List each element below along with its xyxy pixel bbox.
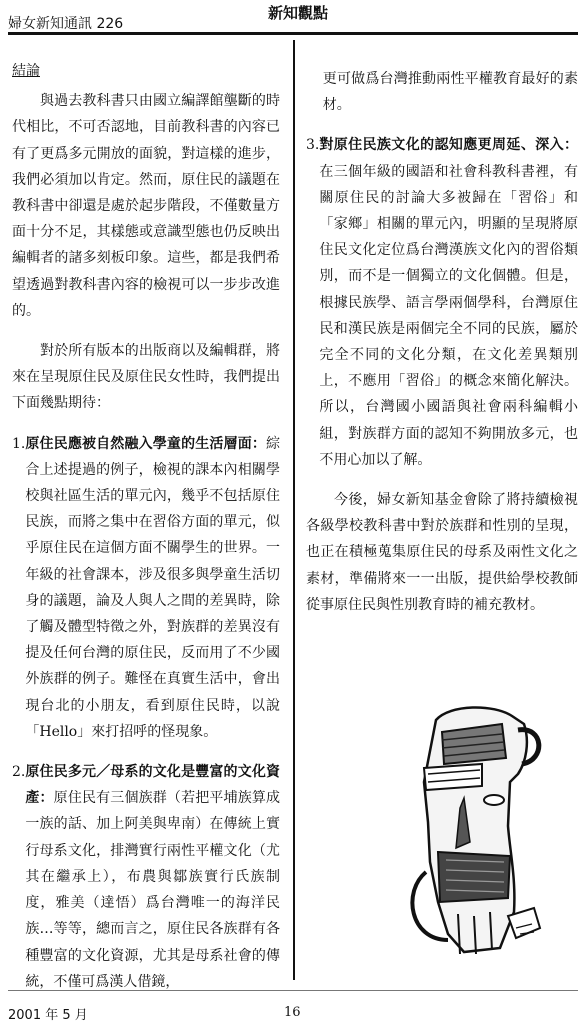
section-title: 新知觀點 [268,4,329,22]
issue-date: 2001 年 5 月 [8,1008,88,1023]
header-rule [8,32,578,35]
item-text: 綜合上述提過的例子，檢視的課本內相關學校與社區生活的單元內，幾乎不包括原住民族，而將之集中在習俗方面的單元，似乎原住民在這個方面不關學生的世界。一年級的社會課本，涉及很多與學童生活切身的議題，論及人與人之間的差異時，除了觸及體型特徵之外，對族群的差異沒有提及任何台灣的原住民，反而用了不少國外族群的例子。難怪在真實生活中，會出現台北的小朋友，看到原住民時，以說「Hello」來打招呼的怪現象。 [25,435,280,740]
expectation-item-3 [306,132,578,473]
conclusion-paragraph-1: 與過去教科書只由國立編譯館壟斷的時代相比，不可否認地，目前教科書的內容已有了更爲多元開放的面貌，對這樣的進步，我們必須加以肯定。然而，原住民的議題在教科書中卻還是處於起步階段，不僅數量方面十分不足，其樣態或意識型態也仍反映出編輯者的諸多刻板印象。這些，都是我們希望透過對教科書內容的檢視可以一步步改進的。 [12,93,280,319]
conclusion-paragraph-2: 對於所有版本的出版商以及編輯群，將來在呈現原住民及原住民女性時，我們提出下面幾點期待： [12,343,280,412]
left-column [12,58,280,995]
item-title: 原住民多元／母系的文化是豐富的文化資產： [25,764,280,807]
conclusion-heading: 結論 [12,63,40,79]
item-number: 2. [12,764,26,781]
column-divider [293,40,295,980]
closing-paragraph: 今後，婦女新知基金會除了將持續檢視各級學校教科書中對於族群和性別的呈現，也正在積極蒐集原住民的母系及兩性文化之素材，準備將來一一出版，提供給學校教師從事原住民與性別教育時的補充教材。 [306,492,578,613]
item-2-continuation: 更可做爲台灣推動兩性平權教育最好的素材。 [322,71,578,114]
right-column [306,66,578,618]
item-body [25,431,280,745]
abstract-face-illustration-icon [398,702,548,962]
page-header [0,0,586,38]
expectation-item-2 [12,759,280,995]
item-number: 3. [306,137,320,154]
item-number: 1. [12,435,26,452]
item-body [25,759,280,995]
item-title: 原住民應被自然融入學童的生活層面： [25,435,266,452]
item-title: 對原住民族文化的認知應更周延、深入： [319,137,578,154]
footer-rule [8,990,578,991]
item-body [319,132,578,473]
page-number: 16 [284,1005,301,1020]
item-text: 原住民有三個族群（若把平埔族算成一族的話、加上阿美與卑南）在傳統上實行母系文化，排灣實行兩性平權文化（尤其在繼承上），布農與鄒族實行氏族制度，雅美（達悟）爲台灣唯一的海洋民族…等等，總而言之，原住民各族群有各種豐富的文化資源，尤其是母系社會的傳統，不僅可爲漢人借鏡， [25,790,281,990]
expectation-item-1 [12,431,280,745]
item-text: 在三個年級的國語和社會科教科書裡，有關原住民的討論大多被歸在「習俗」和「家鄉」相關的單元內，明顯的呈現將原住民文化定位爲台灣漢族文化內的習俗類別，而不是一個獨立的文化個體。但是，根據民族學、語言學兩個學科，台灣原住民和漢民族是兩個完全不同的民族，屬於完全不同的文化分類，在文化差異類別上，不應用「習俗」的概念來簡化解決。所以，台灣國小國語與社會兩科編輯小組，對族群方面的認知不夠開放多元，也不用心加以了解。 [319,163,578,468]
publication-title: 婦女新知通訊 226 [8,16,124,32]
